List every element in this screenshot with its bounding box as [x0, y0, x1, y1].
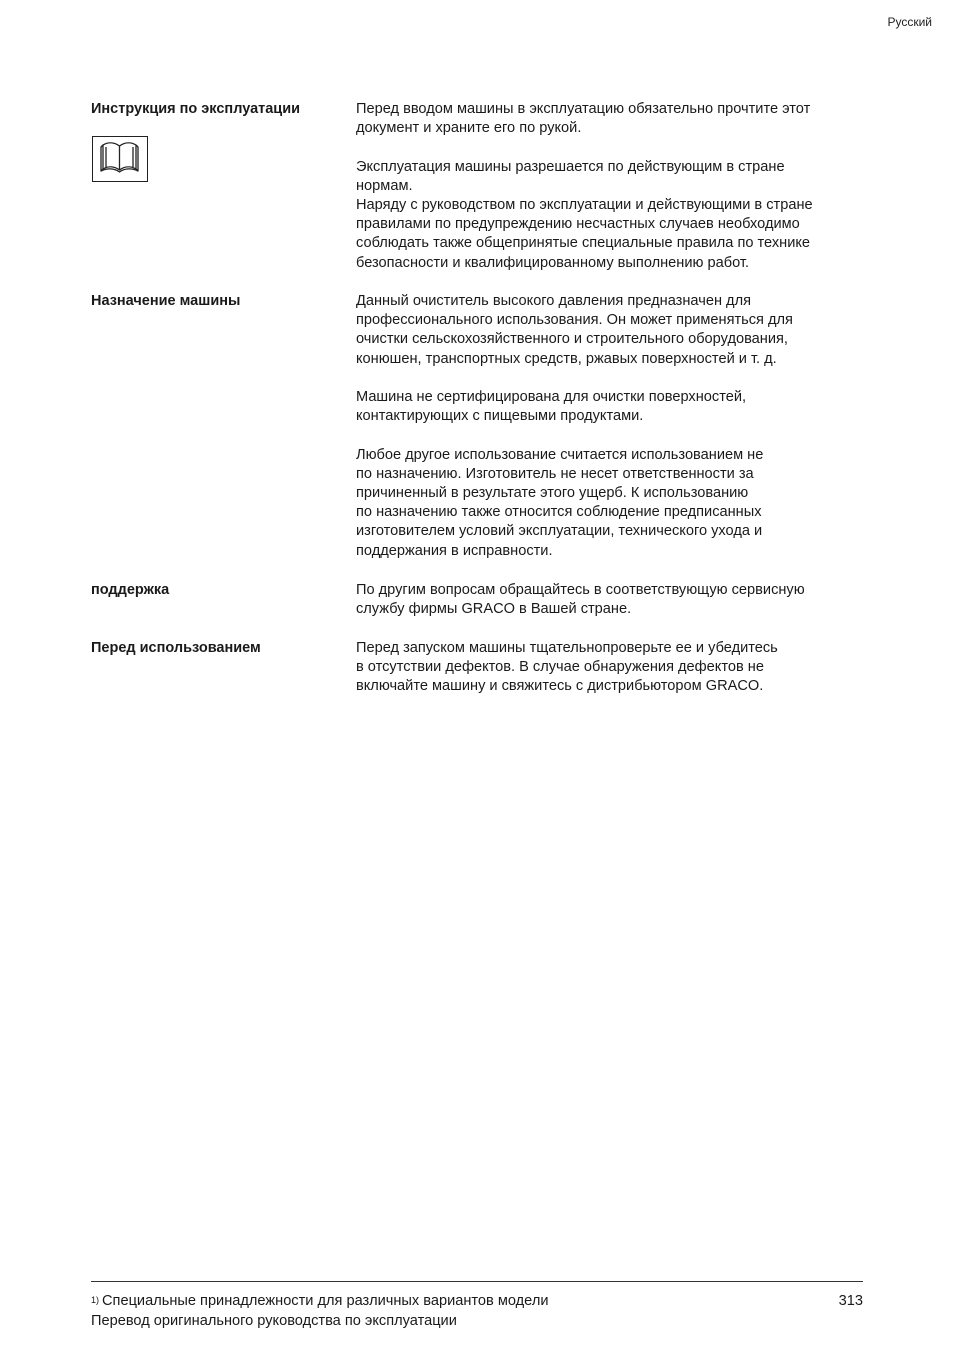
heading-before-use: Перед использованием: [91, 640, 261, 656]
heading-machine-purpose: Назначение машины: [91, 293, 241, 309]
section-machine-purpose-body: [356, 292, 876, 561]
heading-operating-instructions: Инструкция по эксплуатации: [91, 101, 301, 117]
open-book-icon: [92, 136, 148, 182]
paragraph: Перед вводом машины в эксплуатацию обязательно прочтите этот документ и храните его по рукой.: [356, 101, 811, 137]
paragraph: Эксплуатация машины разрешается по действующим в стране нормам. Наряду с руководством по эксплуатации и действующими в стране правилами по предупреждению несчастных случаев необходимо соблюдать также общепринятые специальные правила по технике безопасности и квалифицированному выполнению работ.: [356, 158, 813, 271]
paragraph: Любое другое использование считается использованием не по назначению. Изготовитель не несет ответственности за причиненный в результате этого ущерб. К использованию по назначению также относится соблюдение предписанных изготовителем условий эксплуатации, технического ухода и поддержания в исправности.: [356, 446, 764, 559]
paragraph: По другим вопросам обращайтесь в соответствующую сервисную службу фирмы GRACO в Вашей стране.: [356, 582, 805, 618]
paragraph: Машина не сертифицирована для очистки поверхностей, контактирующих с пищевыми продуктами.: [356, 389, 747, 425]
footnote-marker: 1): [91, 1295, 100, 1305]
heading-support: поддержка: [91, 582, 170, 598]
section-before-use-body: [356, 639, 876, 697]
footer-rule: [91, 1281, 863, 1282]
language-label: Русский: [887, 15, 932, 29]
paragraph: Данный очиститель высокого давления предназначен для профессионального использования. Он может применяться для очистки сельскохозяйственного и строительного оборудования, конюшен, транспортных средств, ржавых поверхностей и т. д.: [356, 293, 793, 367]
section-operating-instructions-body: [356, 100, 876, 273]
paragraph: Перед запуском машины тщательнопроверьте ее и убедитесь в отсутствии дефектов. В случае обнаружения дефектов не включайте машину и свяжитесь с дистрибьютором GRACO.: [356, 640, 778, 695]
footnote: [91, 1292, 549, 1311]
footnote-text: Специальные принадлежности для различных вариантов модели: [102, 1293, 549, 1309]
page-number: 313: [838, 1293, 863, 1309]
footer-subtitle: Перевод оригинального руководства по эксплуатации: [91, 1313, 457, 1329]
section-support-body: [356, 581, 876, 619]
